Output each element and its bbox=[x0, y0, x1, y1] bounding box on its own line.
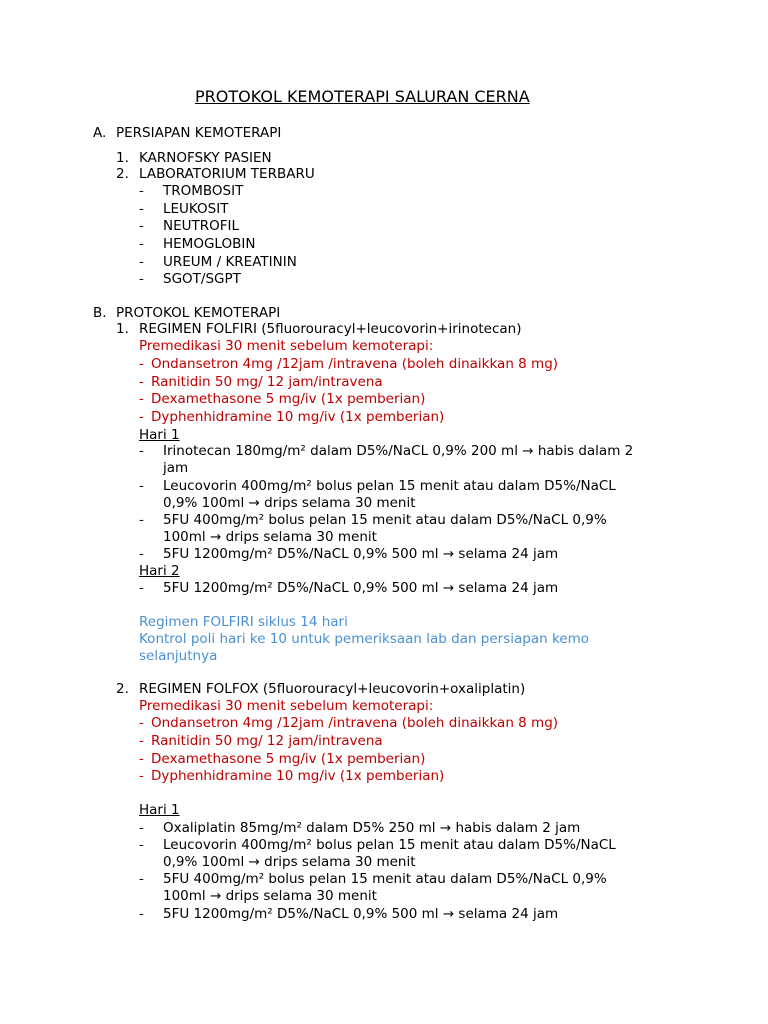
dash-bullet: - bbox=[139, 733, 144, 749]
premed-item: Ranitidin 50 mg/ 12 jam/intravena bbox=[151, 374, 383, 390]
list-item: LABORATORIUM TERBARU bbox=[139, 166, 315, 182]
dash-bullet: - bbox=[139, 580, 144, 596]
premed-item: Dexamethasone 5 mg/iv (1x pemberian) bbox=[151, 751, 426, 767]
premed-item: Ondansetron 4mg /12jam /intravena (boleh dinaikkan 8 mg) bbox=[151, 356, 559, 372]
dash-bullet: - bbox=[139, 715, 144, 731]
dash-bullet: - bbox=[139, 391, 144, 407]
dose-item: Leucovorin 400mg/m² bolus pelan 15 menit atau dalam D5%/NaCL bbox=[163, 837, 616, 853]
dash-bullet: - bbox=[139, 546, 144, 562]
lab-item: HEMOGLOBIN bbox=[163, 236, 256, 252]
premed-title: Premedikasi 30 menit sebelum kemoterapi: bbox=[139, 338, 434, 354]
dash-bullet: - bbox=[139, 871, 144, 887]
premed-item: Ondansetron 4mg /12jam /intravena (boleh dinaikkan 8 mg) bbox=[151, 715, 559, 731]
premed-item: Dyphenhidramine 10 mg/iv (1x pemberian) bbox=[151, 768, 445, 784]
dose-item: Irinotecan 180mg/m² dalam D5%/NaCL 0,9% 200 ml → habis dalam 2 bbox=[163, 443, 634, 459]
section-b-marker: B. bbox=[93, 305, 107, 321]
dash-bullet: - bbox=[139, 906, 144, 922]
day-label: Hari 1 bbox=[139, 427, 180, 443]
regimen-note: Kontrol poli hari ke 10 untuk pemeriksaan lab dan persiapan kemo bbox=[139, 631, 590, 647]
section-a-heading: PERSIAPAN KEMOTERAPI bbox=[116, 125, 282, 141]
regimen-title: REGIMEN FOLFOX (5fluorouracyl+leucovorin+oxaliplatin) bbox=[139, 681, 526, 697]
dash-bullet: - bbox=[139, 837, 144, 853]
dose-item: 5FU 400mg/m² bolus pelan 15 menit atau dalam D5%/NaCL 0,9% bbox=[163, 512, 607, 528]
regimen-note: selanjutnya bbox=[139, 648, 218, 664]
dose-item-cont: jam bbox=[163, 460, 189, 476]
dose-item-cont: 100ml → drips selama 30 menit bbox=[163, 529, 377, 545]
list-number: 2. bbox=[116, 166, 129, 182]
premed-item: Dyphenhidramine 10 mg/iv (1x pemberian) bbox=[151, 409, 445, 425]
dash-bullet: - bbox=[139, 183, 144, 199]
dash-bullet: - bbox=[139, 751, 144, 767]
dose-item: 5FU 400mg/m² bolus pelan 15 menit atau dalam D5%/NaCL 0,9% bbox=[163, 871, 607, 887]
dash-bullet: - bbox=[139, 820, 144, 836]
dash-bullet: - bbox=[139, 271, 144, 287]
dash-bullet: - bbox=[139, 768, 144, 784]
regimen-title: REGIMEN FOLFIRI (5fluorouracyl+leucovorin+irinotecan) bbox=[139, 321, 522, 337]
premed-item: Ranitidin 50 mg/ 12 jam/intravena bbox=[151, 733, 383, 749]
dash-bullet: - bbox=[139, 236, 144, 252]
dash-bullet: - bbox=[139, 374, 144, 390]
dash-bullet: - bbox=[139, 443, 144, 459]
dash-bullet: - bbox=[139, 478, 144, 494]
dose-item-cont: 0,9% 100ml → drips selama 30 menit bbox=[163, 854, 416, 870]
lab-item: UREUM / KREATININ bbox=[163, 254, 297, 270]
day-label: Hari 2 bbox=[139, 563, 180, 579]
dose-item-cont: 100ml → drips selama 30 menit bbox=[163, 888, 377, 904]
dash-bullet: - bbox=[139, 218, 144, 234]
list-number: 1. bbox=[116, 150, 129, 166]
dose-item: 5FU 1200mg/m² D5%/NaCL 0,9% 500 ml → selama 24 jam bbox=[163, 580, 559, 596]
lab-item: TROMBOSIT bbox=[163, 183, 244, 199]
dash-bullet: - bbox=[139, 201, 144, 217]
lab-item: NEUTROFIL bbox=[163, 218, 240, 234]
lab-item: LEUKOSIT bbox=[163, 201, 229, 217]
list-number: 1. bbox=[116, 321, 129, 337]
premed-title: Premedikasi 30 menit sebelum kemoterapi: bbox=[139, 698, 434, 714]
list-item: KARNOFSKY PASIEN bbox=[139, 150, 272, 166]
list-number: 2. bbox=[116, 681, 129, 697]
dash-bullet: - bbox=[139, 356, 144, 372]
dash-bullet: - bbox=[139, 512, 144, 528]
section-b-heading: PROTOKOL KEMOTERAPI bbox=[116, 305, 281, 321]
lab-item: SGOT/SGPT bbox=[163, 271, 241, 287]
dash-bullet: - bbox=[139, 254, 144, 270]
page-title: PROTOKOL KEMOTERAPI SALURAN CERNA bbox=[195, 87, 530, 106]
premed-item: Dexamethasone 5 mg/iv (1x pemberian) bbox=[151, 391, 426, 407]
dose-item: Leucovorin 400mg/m² bolus pelan 15 menit atau dalam D5%/NaCL bbox=[163, 478, 616, 494]
day-label: Hari 1 bbox=[139, 802, 180, 818]
dose-item: 5FU 1200mg/m² D5%/NaCL 0,9% 500 ml → selama 24 jam bbox=[163, 546, 559, 562]
dose-item-cont: 0,9% 100ml → drips selama 30 menit bbox=[163, 495, 416, 511]
dash-bullet: - bbox=[139, 409, 144, 425]
regimen-note: Regimen FOLFIRI siklus 14 hari bbox=[139, 614, 348, 630]
dose-item: 5FU 1200mg/m² D5%/NaCL 0,9% 500 ml → selama 24 jam bbox=[163, 906, 559, 922]
dose-item: Oxaliplatin 85mg/m² dalam D5% 250 ml → habis dalam 2 jam bbox=[163, 820, 581, 836]
section-a-marker: A. bbox=[93, 125, 107, 141]
